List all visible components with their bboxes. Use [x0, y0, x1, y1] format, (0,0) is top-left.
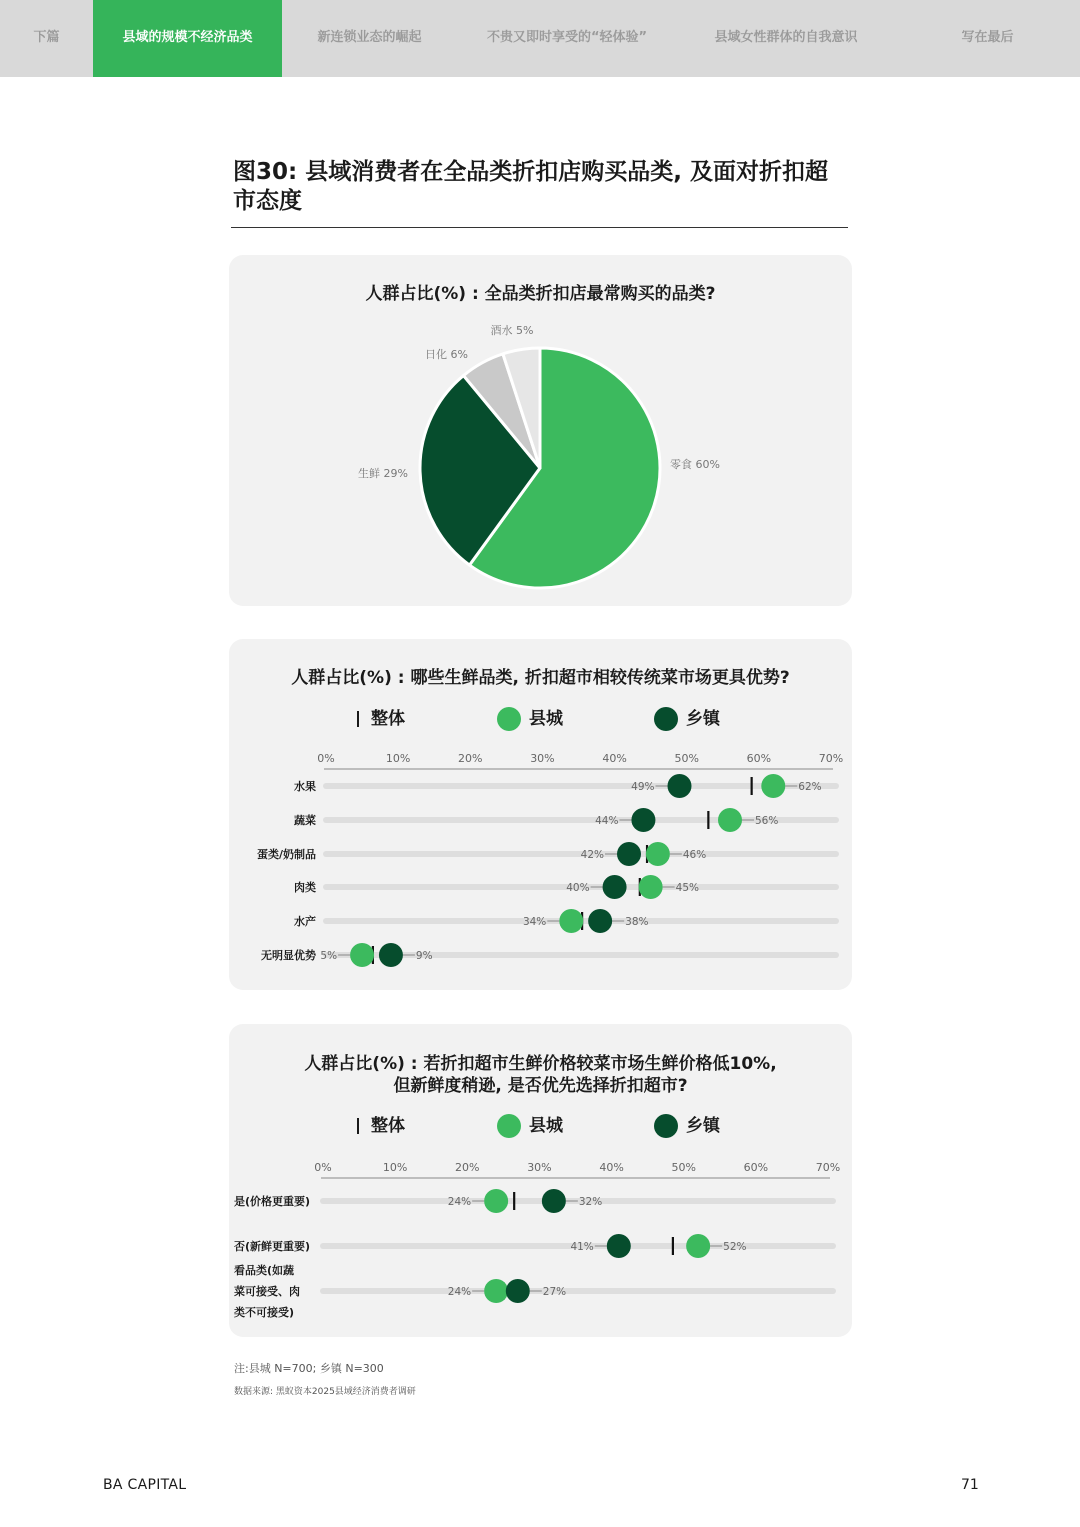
tab-part-two[interactable]: 下篇	[33, 30, 60, 45]
county-value-label: 52%	[723, 1241, 747, 1253]
fresh-advantage-chart	[229, 639, 852, 990]
county-value-label: 62%	[798, 781, 822, 793]
x-tick-label: 0%	[314, 1161, 332, 1174]
row-label: 肉类	[294, 881, 316, 894]
pie-label-日化: 日化 6%	[425, 348, 468, 361]
pie-chart-card	[229, 255, 852, 606]
legend-county-label: 县城	[529, 1116, 563, 1136]
legend-town-label: 乡镇	[686, 1116, 720, 1136]
x-tick-label: 70%	[815, 1161, 841, 1174]
x-tick-label: 40%	[602, 752, 627, 765]
town-value-label: 44%	[595, 815, 619, 827]
fresh-advantage-card	[229, 639, 852, 990]
county-dot	[350, 943, 374, 967]
county-value-label: 5%	[320, 950, 338, 962]
row-label: 否(新鲜更重要)	[234, 1240, 311, 1253]
county-dot	[718, 808, 742, 832]
tab-new-chain-formats[interactable]: 新连锁业态的崛起	[317, 30, 422, 45]
row-label: 类不可接受)	[234, 1306, 295, 1319]
legend-town-label: 乡镇	[686, 709, 720, 729]
county-dot	[761, 774, 785, 798]
county-dot	[639, 875, 663, 899]
x-tick-label: 30%	[530, 752, 555, 765]
row-label: 是(价格更重要)	[234, 1195, 311, 1208]
pie-label-酒水: 酒水 5%	[490, 324, 534, 337]
brand-footer: BA CAPITAL	[103, 1477, 187, 1493]
sample-note: 注:县城 N=700; 乡镇 N=300	[234, 1362, 384, 1375]
county-dot	[559, 909, 583, 933]
town-value-label: 49%	[631, 781, 655, 793]
title-divider	[231, 227, 848, 228]
town-dot	[617, 842, 641, 866]
town-dot	[542, 1189, 566, 1213]
x-tick-label: 60%	[746, 752, 772, 765]
county-value-label: 56%	[755, 815, 779, 827]
town-dot	[607, 1234, 631, 1258]
fresh-advantage-title: 人群占比(%) : 哪些生鲜品类, 折扣超市相较传统菜市场更具优势?	[291, 668, 790, 688]
x-tick-label: 10%	[382, 1161, 408, 1174]
x-tick-label: 70%	[818, 752, 844, 765]
x-tick-label: 20%	[458, 752, 483, 765]
town-dot	[588, 909, 612, 933]
price-freshness-title-line2: 但新鲜度稍逊, 是否优先选择折扣超市?	[393, 1076, 688, 1096]
x-tick-label: 10%	[385, 752, 411, 765]
price-freshness-title-line1: 人群占比(%) : 若折扣超市生鲜价格较菜市场生鲜价格低10%,	[304, 1054, 777, 1074]
county-value-label: 34%	[522, 916, 547, 928]
county-dot	[686, 1234, 710, 1258]
town-dot	[506, 1279, 530, 1303]
county-dot	[484, 1189, 508, 1213]
county-dot	[484, 1279, 508, 1303]
legend-overall-label: 整体	[371, 709, 405, 729]
pie-label-零食: 零食 60%	[670, 458, 720, 471]
x-tick-label: 20%	[455, 1161, 480, 1174]
town-value-label: 38%	[625, 916, 649, 928]
town-value-label: 9%	[415, 950, 433, 962]
town-value-label: 40%	[566, 882, 590, 894]
row-label: 菜可接受、肉	[234, 1285, 300, 1298]
source-note: 数据来源: 黑蚁资本2025县域经济消费者调研	[234, 1387, 416, 1397]
town-value-label: 32%	[578, 1196, 603, 1208]
x-tick-label: 40%	[599, 1161, 624, 1174]
row-label: 水果	[294, 780, 316, 793]
x-tick-label: 60%	[743, 1161, 769, 1174]
county-value-label: 24%	[447, 1196, 472, 1208]
legend-county-label: 县城	[529, 709, 563, 729]
town-dot	[668, 774, 692, 798]
row-label: 无明显优势	[261, 949, 316, 962]
county-dot	[646, 842, 670, 866]
row-label: 水产	[294, 915, 316, 928]
pie-label-生鲜: 生鲜 29%	[358, 467, 408, 480]
town-value-label: 41%	[570, 1241, 594, 1253]
town-dot	[379, 943, 403, 967]
x-tick-label: 50%	[671, 1161, 696, 1174]
page-number: 71	[961, 1477, 979, 1493]
town-value-label: 27%	[542, 1286, 567, 1298]
town-value-label: 42%	[580, 849, 604, 861]
x-tick-label: 50%	[674, 752, 699, 765]
legend-overall-label: 整体	[371, 1116, 405, 1136]
county-value-label: 45%	[675, 882, 699, 894]
top-nav	[0, 0, 1080, 77]
county-value-label: 46%	[682, 849, 707, 861]
pie-chart-title: 人群占比(%) : 全品类折扣店最常购买的品类?	[365, 284, 716, 304]
row-label: 蛋类/奶制品	[256, 848, 316, 861]
pie-chart	[229, 255, 852, 606]
price-freshness-card	[229, 1024, 852, 1337]
tab-conclusion[interactable]: 写在最后	[961, 30, 1014, 45]
tab-light-experience[interactable]: 不贵又即时享受的“轻体验”	[486, 30, 648, 45]
tab-county-diseconomy-categories[interactable]: 县域的规模不经济品类	[93, 0, 282, 77]
town-dot	[603, 875, 627, 899]
tab-county-women[interactable]: 县域女性群体的自我意识	[714, 30, 858, 45]
x-tick-label: 30%	[527, 1161, 552, 1174]
row-label: 蔬菜	[294, 814, 316, 827]
county-value-label: 24%	[447, 1286, 472, 1298]
x-tick-label: 0%	[317, 752, 335, 765]
figure-title: 图30: 县域消费者在全品类折扣店购买品类, 及面对折扣超市态度	[233, 159, 828, 214]
row-label: 看品类(如蔬	[234, 1264, 295, 1277]
price-freshness-chart	[229, 1024, 852, 1337]
town-dot	[631, 808, 655, 832]
